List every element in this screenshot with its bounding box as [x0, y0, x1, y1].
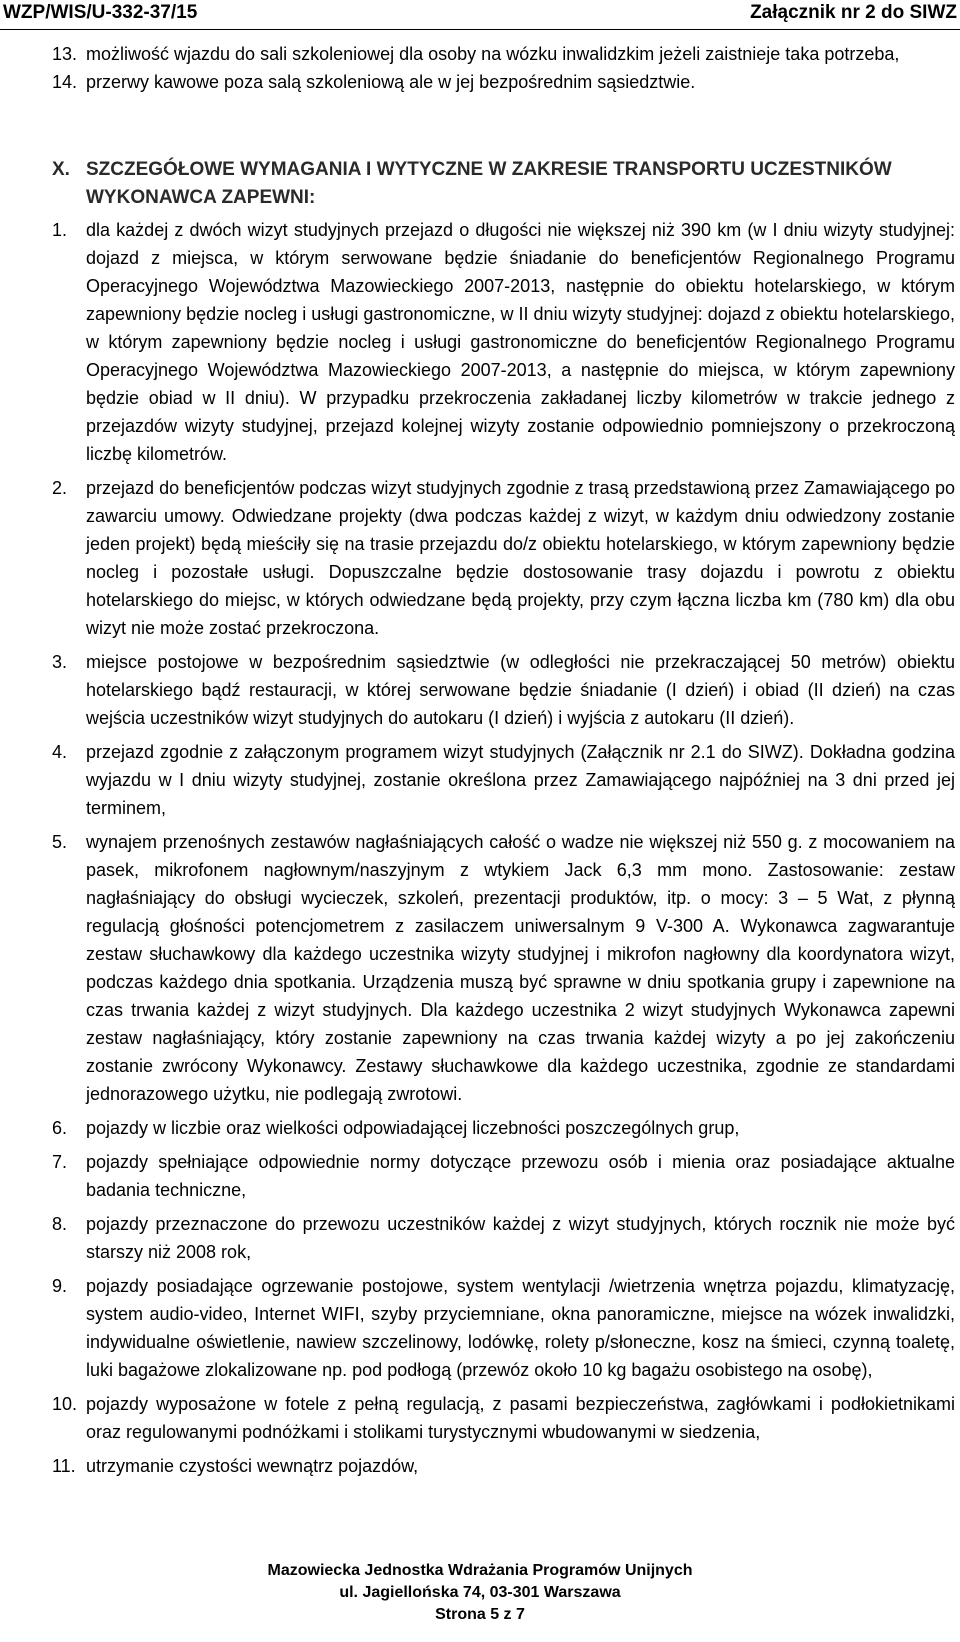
list-item-number: 8.	[52, 1214, 68, 1234]
list-item-number: 9.	[52, 1276, 68, 1296]
list-item-number: 11.	[52, 1456, 76, 1476]
list-item-text: utrzymanie czystości wewnątrz pojazdów,	[86, 1456, 419, 1476]
list-item	[52, 216, 955, 468]
list-item	[52, 40, 955, 68]
list-item-text: przejazd zgodnie z załączonym programem wizyt studyjnych (Załącznik nr 2.1 do SIWZ). Dokładna godzina wyjazdu w I dniu wizyty studyjnej, zostanie określona przez Zamawiającego najpóźniej na 3 dni przed jej terminem,	[86, 742, 955, 818]
page-header	[0, 0, 960, 30]
list-item	[52, 1390, 955, 1446]
list-item-number: 6.	[52, 1118, 68, 1138]
list-item	[52, 738, 955, 822]
list-item-text: pojazdy wyposażone w fotele z pełną regulacją, z pasami bezpieczeństwa, zagłówkami i podłokietnikami oraz regulowanymi podnóżkami i stolikami turystycznymi wbudowanymi w siedzenia,	[86, 1394, 955, 1442]
page-footer	[0, 1560, 960, 1626]
section-number: X.	[52, 159, 70, 180]
document-reference: WZP/WIS/U-332-37/15	[3, 2, 198, 23]
list-item-text: przerwy kawowe poza salą szkoleniową ale w jej bezpośrednim sąsiedztwie.	[86, 72, 696, 92]
list-item	[52, 1114, 955, 1142]
list-item-text: dla każdej z dwóch wizyt studyjnych przejazd o długości nie większej niż 390 km (w I dniu wizyty studyjnej: dojazd z miejsca, w którym serwowane będzie śniadanie do beneficjentów Regionalnego Programu Operacyjnego Województwa Mazowieckiego 2007-2013, następnie do obiektu hotelarskiego, w którym zapewniony będzie nocleg i usługi gastronomiczne, w II dniu wizyty studyjnej: dojazd z obiektu hotelarskiego, w którym zapewniony będzie nocleg i usługi gastronomiczne do beneficjentów Regionalnego Programu Operacyjnego Województwa Mazowieckiego 2007-2013, a następnie do miejsca, w którym zapewniony będzie obiad w II dniu). W przypadku przekroczenia zakładanej liczby kilometrów w trakcie jednego z przejazdów wizyty studyjnej, przejazd kolejnej wizyty zostanie odpowiednio pomniejszony o przekroczoną liczbę kilometrów.	[86, 220, 955, 464]
list-item-text: pojazdy posiadające ogrzewanie postojowe, system wentylacji /wietrzenia wnętrza pojazdu, klimatyzację, system audio-video, Internet WIFI, szyby przyciemniane, okna panoramiczne, miejsce na wózek inwalidzki, indywidualne oświetlenie, nawiew szczelinowy, lodówkę, rolety p/słoneczne, kosz na śmieci, czynną toaletę, luki bagażowe zlokalizowane np. pod podłogą (przewóz około 10 kg bagażu osobistego na osobę),	[86, 1276, 955, 1380]
list-item	[52, 474, 955, 642]
list-item-number: 14.	[52, 72, 78, 92]
list-item-text: miejsce postojowe w bezpośrednim sąsiedztwie (w odległości nie przekraczającej 50 metrów) obiektu hotelarskiego bądź restauracji, w której serwowane będzie śniadanie (I dzień) i obiad (II dzień) na czas wejścia uczestników wizyt studyjnych do autokaru (I dzień) i wyjścia z autokaru (II dzień).	[86, 652, 955, 728]
requirements-list	[52, 216, 955, 1486]
list-item-text: możliwość wjazdu do sali szkoleniowej dla osoby na wózku inwalidzkim jeżeli zaistnieje taka potrzeba,	[86, 44, 900, 64]
intro-list	[52, 40, 955, 96]
section-heading	[52, 156, 955, 212]
list-item	[52, 68, 955, 96]
list-item-number: 3.	[52, 652, 68, 672]
list-item-text: pojazdy w liczbie oraz wielkości odpowiadającej liczebności poszczególnych grup,	[86, 1118, 740, 1138]
list-item	[52, 1210, 955, 1266]
list-item-number: 2.	[52, 478, 68, 498]
list-item	[52, 1452, 955, 1480]
list-item-text: przejazd do beneficjentów podczas wizyt studyjnych zgodnie z trasą przedstawioną przez Zamawiającego po zawarciu umowy. Odwiedzane projekty (dwa podczas każdej z wizyt, w każdym dniu odwiedzony zostanie jeden projekt) będą mieściły się na trasie przejazdu do/z obiektu hotelarskiego, w którym zapewniony będzie nocleg i pozostałe usługi. Dopuszczalne będzie dostosowanie trasy dojazdu i powrotu z obiektu hotelarskiego do miejsc, w których odwiedzane będą projekty, przy czym łączna liczba km (780 km) dla obu wizyt nie może zostać przekroczona.	[86, 478, 955, 638]
list-item-number: 13.	[52, 44, 78, 64]
list-item-number: 4.	[52, 742, 68, 762]
page-number: Strona 5 z 7	[435, 1606, 525, 1623]
list-item-number: 7.	[52, 1152, 68, 1172]
list-item-text: pojazdy spełniające odpowiednie normy dotyczące przewozu osób i mienia oraz posiadające aktualne badania techniczne,	[86, 1152, 955, 1200]
list-item-number: 10.	[52, 1394, 78, 1414]
list-item	[52, 648, 955, 732]
footer-organization: Mazowiecka Jednostka Wdrażania Programów Unijnych	[267, 1562, 693, 1579]
footer-address: ul. Jagiellońska 74, 03-301 Warszawa	[339, 1584, 621, 1601]
list-item-number: 5.	[52, 832, 68, 852]
list-item	[52, 1272, 955, 1384]
section-title: SZCZEGÓŁOWE WYMAGANIA I WYTYCZNE W ZAKRESIE TRANSPORTU UCZESTNIKÓW WYKONAWCA ZAPEWNI:	[86, 159, 892, 208]
list-item	[52, 828, 955, 1108]
list-item-text: pojazdy przeznaczone do przewozu uczestników każdej z wizyt studyjnych, których rocznik nie może być starszy niż 2008 rok,	[86, 1214, 955, 1262]
list-item	[52, 1148, 955, 1204]
list-item-text: wynajem przenośnych zestawów nagłaśniających całość o wadze nie większej niż 550 g. z mocowaniem na pasek, mikrofonem nagłownym/naszyjnym z wtykiem Jack 6,3 mm mono. Zastosowanie: zestaw nagłaśniający do obsługi wycieczek, szkoleń, prezentacji produktów, itp. o mocy: 3 – 5 Wat, z płynną regulacją głośności potencjometrem z zasilaczem uniwersalnym 9 V-300 A. Wykonawca zagwarantuje zestaw słuchawkowy dla każdego uczestnika wizyty studyjnej i mikrofon nagłowny dla koordynatora wizyt, podczas każdego dnia spotkania. Urządzenia muszą być sprawne w dniu spotkania grupy i zapewnione na czas trwania każdej z wizyt studyjnych. Dla każdego uczestnika 2 wizyt studyjnych Wykonawca zapewni zestaw nagłaśniający, który zostanie zapewniony na czas trwania każdej wizyty a po jej zakończeniu zostanie zwrócony Wykonawcy. Zestawy słuchawkowe dla każdego uczestnika, zgodnie ze standardami jednorazowego użytku, nie podlegają zwrotowi.	[86, 832, 955, 1104]
attachment-label: Załącznik nr 2 do SIWZ	[750, 2, 957, 23]
list-item-number: 1.	[52, 220, 68, 240]
